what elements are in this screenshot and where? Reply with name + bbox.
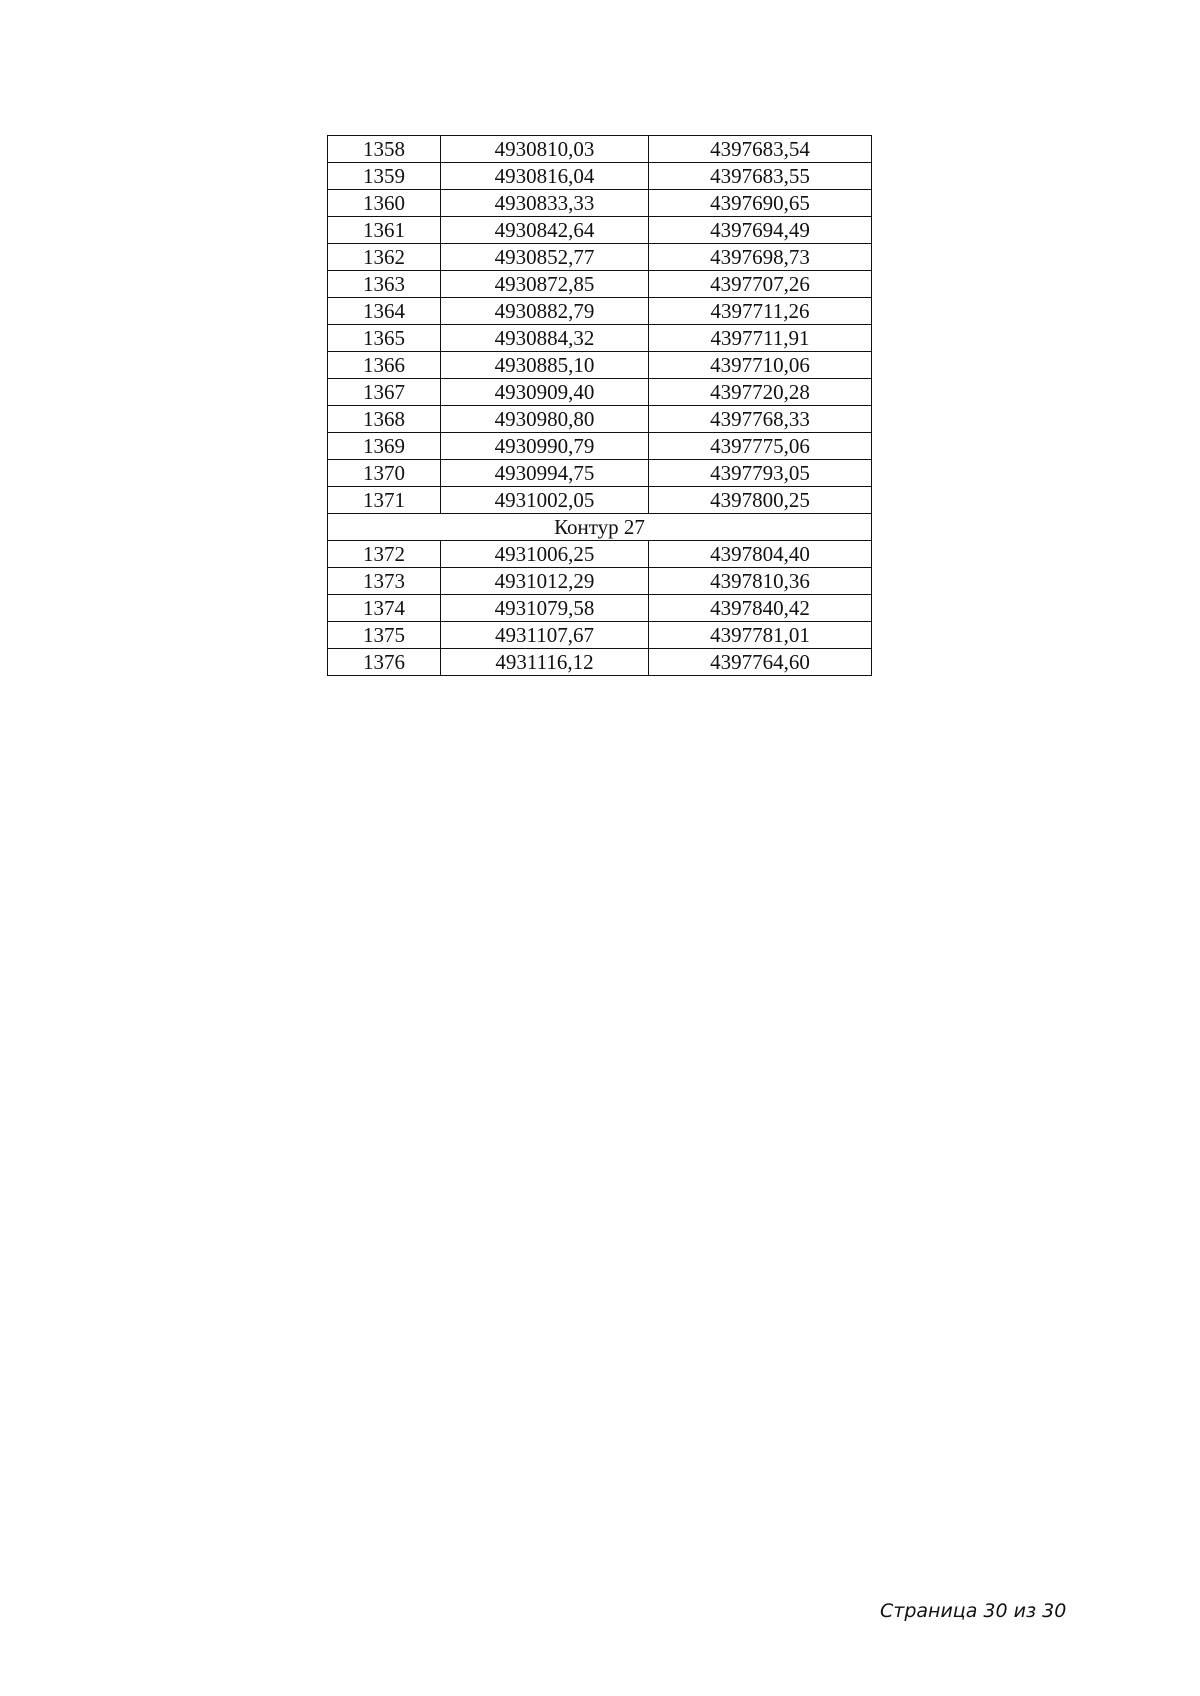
table-row bbox=[328, 649, 872, 676]
point-number-cell: 1368 bbox=[328, 406, 441, 433]
y-coordinate-cell: 4397840,42 bbox=[649, 595, 872, 622]
table-row bbox=[328, 487, 872, 514]
coordinates-table-body bbox=[328, 136, 872, 676]
point-number-cell: 1367 bbox=[328, 379, 441, 406]
y-coordinate-cell: 4397764,60 bbox=[649, 649, 872, 676]
table-row bbox=[328, 406, 872, 433]
table-row bbox=[328, 190, 872, 217]
x-coordinate-cell: 4930994,75 bbox=[441, 460, 649, 487]
y-coordinate-cell: 4397800,25 bbox=[649, 487, 872, 514]
y-coordinate-cell: 4397768,33 bbox=[649, 406, 872, 433]
point-number-cell: 1374 bbox=[328, 595, 441, 622]
section-header-row bbox=[328, 514, 872, 541]
x-coordinate-cell: 4931012,29 bbox=[441, 568, 649, 595]
x-coordinate-cell: 4930990,79 bbox=[441, 433, 649, 460]
table-row bbox=[328, 352, 872, 379]
y-coordinate-cell: 4397781,01 bbox=[649, 622, 872, 649]
y-coordinate-cell: 4397690,65 bbox=[649, 190, 872, 217]
x-coordinate-cell: 4930842,64 bbox=[441, 217, 649, 244]
y-coordinate-cell: 4397711,26 bbox=[649, 298, 872, 325]
table-row bbox=[328, 217, 872, 244]
table-row bbox=[328, 595, 872, 622]
point-number-cell: 1372 bbox=[328, 541, 441, 568]
point-number-cell: 1366 bbox=[328, 352, 441, 379]
table-row bbox=[328, 568, 872, 595]
table-row bbox=[328, 136, 872, 163]
point-number-cell: 1376 bbox=[328, 649, 441, 676]
table-row bbox=[328, 541, 872, 568]
table-row bbox=[328, 379, 872, 406]
point-number-cell: 1369 bbox=[328, 433, 441, 460]
coordinates-table bbox=[327, 135, 872, 676]
point-number-cell: 1362 bbox=[328, 244, 441, 271]
x-coordinate-cell: 4930833,33 bbox=[441, 190, 649, 217]
table-row bbox=[328, 325, 872, 352]
x-coordinate-cell: 4930884,32 bbox=[441, 325, 649, 352]
y-coordinate-cell: 4397720,28 bbox=[649, 379, 872, 406]
point-number-cell: 1361 bbox=[328, 217, 441, 244]
x-coordinate-cell: 4931079,58 bbox=[441, 595, 649, 622]
point-number-cell: 1365 bbox=[328, 325, 441, 352]
point-number-cell: 1370 bbox=[328, 460, 441, 487]
point-number-cell: 1373 bbox=[328, 568, 441, 595]
table-row bbox=[328, 244, 872, 271]
table-row bbox=[328, 271, 872, 298]
x-coordinate-cell: 4930980,80 bbox=[441, 406, 649, 433]
section-label: Контур 27 bbox=[328, 514, 872, 541]
y-coordinate-cell: 4397698,73 bbox=[649, 244, 872, 271]
x-coordinate-cell: 4931002,05 bbox=[441, 487, 649, 514]
x-coordinate-cell: 4931006,25 bbox=[441, 541, 649, 568]
y-coordinate-cell: 4397710,06 bbox=[649, 352, 872, 379]
x-coordinate-cell: 4930885,10 bbox=[441, 352, 649, 379]
x-coordinate-cell: 4930872,85 bbox=[441, 271, 649, 298]
y-coordinate-cell: 4397683,54 bbox=[649, 136, 872, 163]
point-number-cell: 1371 bbox=[328, 487, 441, 514]
point-number-cell: 1375 bbox=[328, 622, 441, 649]
point-number-cell: 1364 bbox=[328, 298, 441, 325]
x-coordinate-cell: 4930909,40 bbox=[441, 379, 649, 406]
x-coordinate-cell: 4930852,77 bbox=[441, 244, 649, 271]
page-number: Страница 30 из 30 bbox=[880, 1600, 1067, 1622]
y-coordinate-cell: 4397793,05 bbox=[649, 460, 872, 487]
table-row bbox=[328, 460, 872, 487]
point-number-cell: 1358 bbox=[328, 136, 441, 163]
y-coordinate-cell: 4397683,55 bbox=[649, 163, 872, 190]
y-coordinate-cell: 4397810,36 bbox=[649, 568, 872, 595]
x-coordinate-cell: 4931107,67 bbox=[441, 622, 649, 649]
y-coordinate-cell: 4397707,26 bbox=[649, 271, 872, 298]
point-number-cell: 1359 bbox=[328, 163, 441, 190]
x-coordinate-cell: 4930816,04 bbox=[441, 163, 649, 190]
table-row bbox=[328, 163, 872, 190]
table-row bbox=[328, 298, 872, 325]
y-coordinate-cell: 4397711,91 bbox=[649, 325, 872, 352]
point-number-cell: 1360 bbox=[328, 190, 441, 217]
y-coordinate-cell: 4397694,49 bbox=[649, 217, 872, 244]
y-coordinate-cell: 4397775,06 bbox=[649, 433, 872, 460]
x-coordinate-cell: 4930882,79 bbox=[441, 298, 649, 325]
x-coordinate-cell: 4931116,12 bbox=[441, 649, 649, 676]
table-row bbox=[328, 622, 872, 649]
table-row bbox=[328, 433, 872, 460]
y-coordinate-cell: 4397804,40 bbox=[649, 541, 872, 568]
point-number-cell: 1363 bbox=[328, 271, 441, 298]
x-coordinate-cell: 4930810,03 bbox=[441, 136, 649, 163]
